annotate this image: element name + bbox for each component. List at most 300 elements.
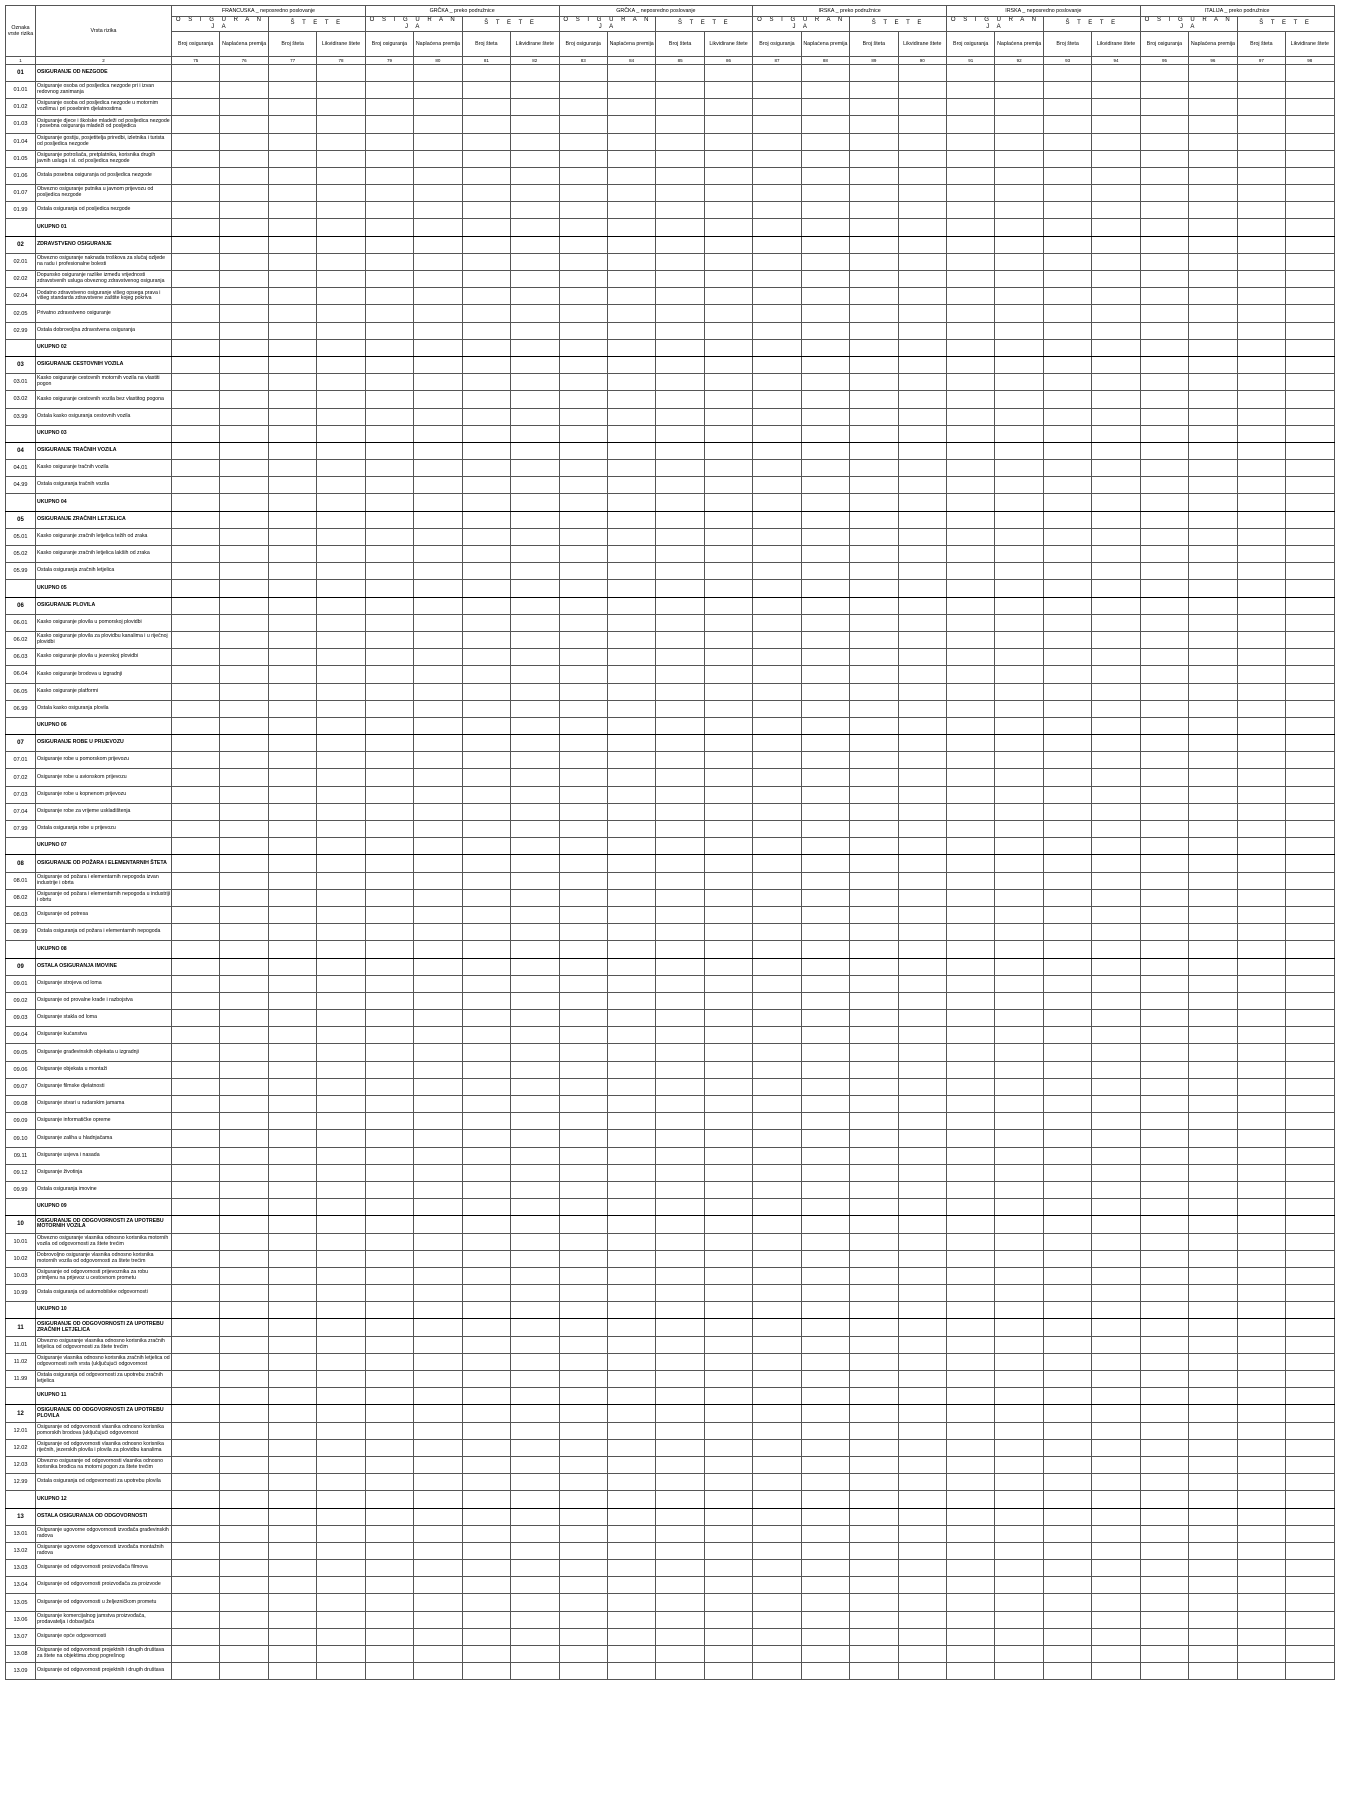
value-cell[interactable]	[220, 1319, 268, 1336]
value-cell[interactable]	[365, 700, 413, 717]
value-cell[interactable]	[850, 1044, 898, 1061]
value-cell[interactable]	[1043, 1611, 1091, 1628]
value-cell[interactable]	[1043, 150, 1091, 167]
value-cell[interactable]	[801, 649, 849, 666]
value-cell[interactable]	[365, 1078, 413, 1095]
value-cell[interactable]	[268, 975, 316, 992]
value-cell[interactable]	[1092, 631, 1140, 648]
value-cell[interactable]	[365, 511, 413, 528]
value-cell[interactable]	[462, 374, 510, 391]
value-cell[interactable]	[1286, 442, 1334, 459]
value-cell[interactable]	[1286, 511, 1334, 528]
value-cell[interactable]	[365, 460, 413, 477]
value-cell[interactable]	[1140, 563, 1188, 580]
value-cell[interactable]	[947, 511, 995, 528]
value-cell[interactable]	[704, 666, 752, 683]
value-cell[interactable]	[801, 1233, 849, 1250]
value-cell[interactable]	[462, 1577, 510, 1594]
value-cell[interactable]	[1043, 1147, 1091, 1164]
value-cell[interactable]	[1189, 1010, 1237, 1027]
value-cell[interactable]	[1140, 1302, 1188, 1319]
value-cell[interactable]	[317, 1319, 365, 1336]
value-cell[interactable]	[995, 975, 1043, 992]
value-cell[interactable]	[1286, 1353, 1334, 1370]
value-cell[interactable]	[1140, 219, 1188, 236]
value-cell[interactable]	[172, 906, 220, 923]
value-cell[interactable]	[559, 700, 607, 717]
value-cell[interactable]	[1140, 1439, 1188, 1456]
value-cell[interactable]	[317, 442, 365, 459]
value-cell[interactable]	[220, 116, 268, 133]
value-cell[interactable]	[995, 1302, 1043, 1319]
value-cell[interactable]	[801, 511, 849, 528]
value-cell[interactable]	[753, 1491, 801, 1508]
value-cell[interactable]	[801, 1594, 849, 1611]
value-cell[interactable]	[559, 442, 607, 459]
value-cell[interactable]	[365, 855, 413, 872]
value-cell[interactable]	[753, 614, 801, 631]
value-cell[interactable]	[607, 1628, 655, 1645]
value-cell[interactable]	[1237, 1044, 1285, 1061]
value-cell[interactable]	[898, 1560, 946, 1577]
value-cell[interactable]	[607, 1078, 655, 1095]
value-cell[interactable]	[172, 408, 220, 425]
value-cell[interactable]	[947, 1302, 995, 1319]
value-cell[interactable]	[704, 872, 752, 889]
value-cell[interactable]	[1286, 580, 1334, 597]
value-cell[interactable]	[268, 1233, 316, 1250]
value-cell[interactable]	[1140, 494, 1188, 511]
value-cell[interactable]	[511, 81, 559, 98]
value-cell[interactable]	[511, 460, 559, 477]
value-cell[interactable]	[172, 872, 220, 889]
value-cell[interactable]	[947, 1096, 995, 1113]
value-cell[interactable]	[801, 786, 849, 803]
value-cell[interactable]	[1043, 717, 1091, 734]
value-cell[interactable]	[220, 821, 268, 838]
value-cell[interactable]	[1286, 1267, 1334, 1284]
value-cell[interactable]	[511, 666, 559, 683]
value-cell[interactable]	[801, 528, 849, 545]
value-cell[interactable]	[414, 769, 462, 786]
value-cell[interactable]	[511, 1181, 559, 1198]
value-cell[interactable]	[1189, 391, 1237, 408]
value-cell[interactable]	[1189, 614, 1237, 631]
value-cell[interactable]	[559, 1164, 607, 1181]
value-cell[interactable]	[462, 717, 510, 734]
value-cell[interactable]	[317, 1663, 365, 1680]
value-cell[interactable]	[850, 460, 898, 477]
value-cell[interactable]	[995, 821, 1043, 838]
value-cell[interactable]	[801, 494, 849, 511]
value-cell[interactable]	[511, 546, 559, 563]
value-cell[interactable]	[947, 1646, 995, 1663]
value-cell[interactable]	[995, 855, 1043, 872]
value-cell[interactable]	[559, 735, 607, 752]
value-cell[interactable]	[172, 477, 220, 494]
value-cell[interactable]	[220, 305, 268, 322]
value-cell[interactable]	[172, 700, 220, 717]
value-cell[interactable]	[704, 1267, 752, 1284]
value-cell[interactable]	[1237, 1061, 1285, 1078]
value-cell[interactable]	[1092, 649, 1140, 666]
value-cell[interactable]	[1237, 322, 1285, 339]
value-cell[interactable]	[1237, 1216, 1285, 1233]
value-cell[interactable]	[414, 1646, 462, 1663]
value-cell[interactable]	[317, 1560, 365, 1577]
value-cell[interactable]	[172, 1491, 220, 1508]
value-cell[interactable]	[1043, 631, 1091, 648]
value-cell[interactable]	[850, 924, 898, 941]
value-cell[interactable]	[607, 597, 655, 614]
value-cell[interactable]	[1043, 1577, 1091, 1594]
value-cell[interactable]	[172, 1302, 220, 1319]
value-cell[interactable]	[947, 563, 995, 580]
value-cell[interactable]	[559, 906, 607, 923]
value-cell[interactable]	[947, 546, 995, 563]
value-cell[interactable]	[1043, 958, 1091, 975]
value-cell[interactable]	[1189, 442, 1237, 459]
value-cell[interactable]	[1092, 1628, 1140, 1645]
value-cell[interactable]	[1237, 236, 1285, 253]
value-cell[interactable]	[172, 563, 220, 580]
value-cell[interactable]	[511, 683, 559, 700]
value-cell[interactable]	[1092, 803, 1140, 820]
value-cell[interactable]	[753, 116, 801, 133]
value-cell[interactable]	[414, 305, 462, 322]
value-cell[interactable]	[801, 1474, 849, 1491]
value-cell[interactable]	[1189, 1199, 1237, 1216]
value-cell[interactable]	[753, 1525, 801, 1542]
value-cell[interactable]	[511, 958, 559, 975]
value-cell[interactable]	[1092, 391, 1140, 408]
value-cell[interactable]	[656, 803, 704, 820]
value-cell[interactable]	[704, 1285, 752, 1302]
value-cell[interactable]	[656, 1130, 704, 1147]
value-cell[interactable]	[898, 1147, 946, 1164]
value-cell[interactable]	[607, 1508, 655, 1525]
value-cell[interactable]	[365, 356, 413, 373]
value-cell[interactable]	[1140, 64, 1188, 81]
value-cell[interactable]	[753, 631, 801, 648]
value-cell[interactable]	[365, 391, 413, 408]
value-cell[interactable]	[801, 460, 849, 477]
value-cell[interactable]	[1140, 1474, 1188, 1491]
value-cell[interactable]	[1140, 202, 1188, 219]
value-cell[interactable]	[268, 442, 316, 459]
value-cell[interactable]	[365, 1663, 413, 1680]
value-cell[interactable]	[656, 1285, 704, 1302]
value-cell[interactable]	[753, 838, 801, 855]
value-cell[interactable]	[317, 391, 365, 408]
value-cell[interactable]	[365, 1044, 413, 1061]
value-cell[interactable]	[365, 683, 413, 700]
value-cell[interactable]	[801, 735, 849, 752]
value-cell[interactable]	[704, 924, 752, 941]
value-cell[interactable]	[1286, 1096, 1334, 1113]
value-cell[interactable]	[317, 958, 365, 975]
value-cell[interactable]	[1140, 1199, 1188, 1216]
value-cell[interactable]	[801, 1336, 849, 1353]
value-cell[interactable]	[607, 116, 655, 133]
value-cell[interactable]	[1237, 185, 1285, 202]
value-cell[interactable]	[365, 1474, 413, 1491]
value-cell[interactable]	[172, 511, 220, 528]
value-cell[interactable]	[1140, 1628, 1188, 1645]
value-cell[interactable]	[317, 1628, 365, 1645]
value-cell[interactable]	[850, 219, 898, 236]
value-cell[interactable]	[801, 425, 849, 442]
value-cell[interactable]	[1043, 1250, 1091, 1267]
value-cell[interactable]	[220, 1422, 268, 1439]
value-cell[interactable]	[753, 786, 801, 803]
value-cell[interactable]	[947, 150, 995, 167]
value-cell[interactable]	[511, 1353, 559, 1370]
value-cell[interactable]	[511, 803, 559, 820]
value-cell[interactable]	[607, 958, 655, 975]
value-cell[interactable]	[995, 1646, 1043, 1663]
value-cell[interactable]	[511, 1319, 559, 1336]
value-cell[interactable]	[1189, 1113, 1237, 1130]
value-cell[interactable]	[898, 1663, 946, 1680]
value-cell[interactable]	[656, 356, 704, 373]
value-cell[interactable]	[172, 1027, 220, 1044]
value-cell[interactable]	[1043, 322, 1091, 339]
value-cell[interactable]	[947, 941, 995, 958]
value-cell[interactable]	[365, 1250, 413, 1267]
value-cell[interactable]	[995, 1405, 1043, 1422]
value-cell[interactable]	[317, 597, 365, 614]
value-cell[interactable]	[850, 64, 898, 81]
value-cell[interactable]	[704, 1113, 752, 1130]
value-cell[interactable]	[801, 803, 849, 820]
value-cell[interactable]	[172, 1078, 220, 1095]
value-cell[interactable]	[607, 150, 655, 167]
value-cell[interactable]	[1189, 460, 1237, 477]
value-cell[interactable]	[1189, 1388, 1237, 1405]
value-cell[interactable]	[1237, 631, 1285, 648]
value-cell[interactable]	[414, 1353, 462, 1370]
value-cell[interactable]	[462, 322, 510, 339]
value-cell[interactable]	[511, 236, 559, 253]
value-cell[interactable]	[172, 666, 220, 683]
value-cell[interactable]	[414, 99, 462, 116]
value-cell[interactable]	[414, 460, 462, 477]
value-cell[interactable]	[172, 356, 220, 373]
value-cell[interactable]	[753, 1439, 801, 1456]
value-cell[interactable]	[268, 717, 316, 734]
value-cell[interactable]	[656, 992, 704, 1009]
value-cell[interactable]	[1237, 64, 1285, 81]
value-cell[interactable]	[947, 1491, 995, 1508]
value-cell[interactable]	[1237, 1285, 1285, 1302]
value-cell[interactable]	[1189, 150, 1237, 167]
value-cell[interactable]	[1237, 958, 1285, 975]
value-cell[interactable]	[753, 1560, 801, 1577]
value-cell[interactable]	[898, 1181, 946, 1198]
value-cell[interactable]	[850, 1285, 898, 1302]
value-cell[interactable]	[462, 1525, 510, 1542]
value-cell[interactable]	[1286, 1302, 1334, 1319]
value-cell[interactable]	[559, 683, 607, 700]
value-cell[interactable]	[1189, 735, 1237, 752]
value-cell[interactable]	[1237, 666, 1285, 683]
value-cell[interactable]	[220, 649, 268, 666]
value-cell[interactable]	[462, 1181, 510, 1198]
value-cell[interactable]	[801, 305, 849, 322]
value-cell[interactable]	[220, 81, 268, 98]
value-cell[interactable]	[607, 821, 655, 838]
value-cell[interactable]	[656, 460, 704, 477]
value-cell[interactable]	[268, 236, 316, 253]
value-cell[interactable]	[607, 1216, 655, 1233]
value-cell[interactable]	[850, 1216, 898, 1233]
value-cell[interactable]	[753, 1096, 801, 1113]
value-cell[interactable]	[414, 442, 462, 459]
value-cell[interactable]	[1189, 1525, 1237, 1542]
value-cell[interactable]	[1092, 752, 1140, 769]
value-cell[interactable]	[656, 1525, 704, 1542]
value-cell[interactable]	[801, 167, 849, 184]
value-cell[interactable]	[1092, 99, 1140, 116]
value-cell[interactable]	[365, 1646, 413, 1663]
value-cell[interactable]	[268, 81, 316, 98]
value-cell[interactable]	[1043, 1285, 1091, 1302]
value-cell[interactable]	[1189, 769, 1237, 786]
value-cell[interactable]	[1286, 1491, 1334, 1508]
value-cell[interactable]	[947, 580, 995, 597]
value-cell[interactable]	[801, 906, 849, 923]
value-cell[interactable]	[801, 133, 849, 150]
value-cell[interactable]	[656, 374, 704, 391]
value-cell[interactable]	[1043, 1319, 1091, 1336]
value-cell[interactable]	[511, 391, 559, 408]
value-cell[interactable]	[947, 305, 995, 322]
value-cell[interactable]	[1092, 460, 1140, 477]
value-cell[interactable]	[220, 1646, 268, 1663]
value-cell[interactable]	[995, 1010, 1043, 1027]
value-cell[interactable]	[1092, 821, 1140, 838]
value-cell[interactable]	[850, 941, 898, 958]
value-cell[interactable]	[1189, 975, 1237, 992]
value-cell[interactable]	[559, 1560, 607, 1577]
value-cell[interactable]	[462, 803, 510, 820]
value-cell[interactable]	[753, 1577, 801, 1594]
value-cell[interactable]	[317, 271, 365, 288]
value-cell[interactable]	[947, 975, 995, 992]
value-cell[interactable]	[898, 855, 946, 872]
value-cell[interactable]	[947, 717, 995, 734]
value-cell[interactable]	[462, 167, 510, 184]
value-cell[interactable]	[947, 528, 995, 545]
value-cell[interactable]	[1286, 1474, 1334, 1491]
value-cell[interactable]	[1286, 631, 1334, 648]
value-cell[interactable]	[1286, 786, 1334, 803]
value-cell[interactable]	[898, 717, 946, 734]
value-cell[interactable]	[947, 1164, 995, 1181]
value-cell[interactable]	[1140, 700, 1188, 717]
value-cell[interactable]	[947, 906, 995, 923]
value-cell[interactable]	[1043, 1491, 1091, 1508]
value-cell[interactable]	[462, 219, 510, 236]
value-cell[interactable]	[414, 924, 462, 941]
value-cell[interactable]	[801, 838, 849, 855]
value-cell[interactable]	[801, 1010, 849, 1027]
value-cell[interactable]	[1043, 1336, 1091, 1353]
value-cell[interactable]	[898, 821, 946, 838]
value-cell[interactable]	[462, 838, 510, 855]
value-cell[interactable]	[1043, 236, 1091, 253]
value-cell[interactable]	[1237, 855, 1285, 872]
value-cell[interactable]	[947, 614, 995, 631]
value-cell[interactable]	[704, 1611, 752, 1628]
value-cell[interactable]	[1092, 494, 1140, 511]
value-cell[interactable]	[656, 1078, 704, 1095]
value-cell[interactable]	[414, 1044, 462, 1061]
value-cell[interactable]	[220, 1628, 268, 1645]
value-cell[interactable]	[995, 1164, 1043, 1181]
value-cell[interactable]	[1286, 992, 1334, 1009]
value-cell[interactable]	[462, 1388, 510, 1405]
value-cell[interactable]	[947, 1560, 995, 1577]
value-cell[interactable]	[511, 133, 559, 150]
value-cell[interactable]	[511, 889, 559, 906]
value-cell[interactable]	[704, 1439, 752, 1456]
value-cell[interactable]	[850, 1147, 898, 1164]
value-cell[interactable]	[462, 1302, 510, 1319]
value-cell[interactable]	[801, 1560, 849, 1577]
value-cell[interactable]	[1043, 1199, 1091, 1216]
value-cell[interactable]	[268, 992, 316, 1009]
value-cell[interactable]	[898, 649, 946, 666]
value-cell[interactable]	[511, 288, 559, 305]
value-cell[interactable]	[607, 339, 655, 356]
value-cell[interactable]	[462, 442, 510, 459]
value-cell[interactable]	[1237, 1663, 1285, 1680]
value-cell[interactable]	[462, 1216, 510, 1233]
value-cell[interactable]	[947, 1439, 995, 1456]
value-cell[interactable]	[1286, 1199, 1334, 1216]
value-cell[interactable]	[365, 1577, 413, 1594]
value-cell[interactable]	[898, 64, 946, 81]
value-cell[interactable]	[1189, 1164, 1237, 1181]
value-cell[interactable]	[704, 717, 752, 734]
value-cell[interactable]	[172, 460, 220, 477]
value-cell[interactable]	[607, 167, 655, 184]
value-cell[interactable]	[1092, 356, 1140, 373]
value-cell[interactable]	[1043, 786, 1091, 803]
value-cell[interactable]	[414, 683, 462, 700]
value-cell[interactable]	[1237, 717, 1285, 734]
value-cell[interactable]	[656, 580, 704, 597]
value-cell[interactable]	[268, 649, 316, 666]
value-cell[interactable]	[462, 494, 510, 511]
value-cell[interactable]	[1043, 1010, 1091, 1027]
value-cell[interactable]	[995, 133, 1043, 150]
value-cell[interactable]	[850, 855, 898, 872]
value-cell[interactable]	[414, 1525, 462, 1542]
value-cell[interactable]	[559, 1010, 607, 1027]
value-cell[interactable]	[1286, 803, 1334, 820]
value-cell[interactable]	[656, 1474, 704, 1491]
value-cell[interactable]	[947, 202, 995, 219]
value-cell[interactable]	[414, 821, 462, 838]
value-cell[interactable]	[559, 1594, 607, 1611]
value-cell[interactable]	[995, 546, 1043, 563]
value-cell[interactable]	[414, 1181, 462, 1198]
value-cell[interactable]	[1286, 1560, 1334, 1577]
value-cell[interactable]	[704, 769, 752, 786]
